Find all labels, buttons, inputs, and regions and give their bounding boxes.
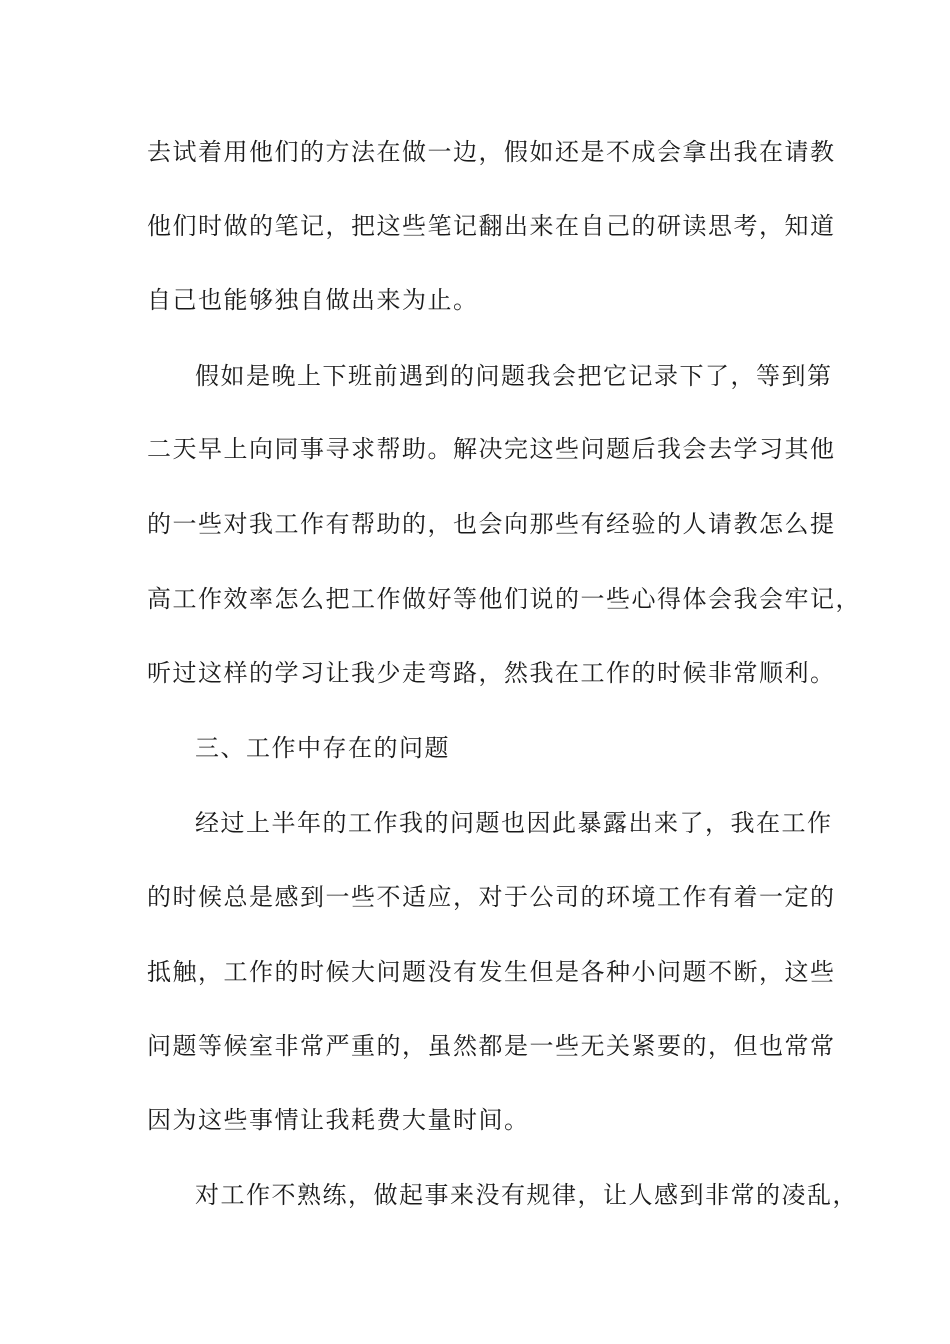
text-line: 高工作效率怎么把工作做好等他们说的一些心得体会我会牢记， bbox=[147, 585, 861, 613]
text-line: 的时候总是感到一些不适应，对于公司的环境工作有着一定的 bbox=[147, 883, 836, 911]
paragraph-first-line: 对工作不熟练，做起事来没有规律，让人感到非常的凌乱， bbox=[195, 1181, 858, 1209]
text-line: 他们时做的笔记，把这些笔记翻出来在自己的研读思考，知道 bbox=[147, 212, 836, 240]
text-line: 去试着用他们的方法在做一边，假如还是不成会拿出我在请教 bbox=[147, 138, 836, 166]
paragraph-first-line: 假如是晚上下班前遇到的问题我会把它记录下了，等到第 bbox=[195, 362, 833, 390]
text-line: 自己也能够独自做出来为止。 bbox=[147, 286, 479, 314]
text-line: 因为这些事情让我耗费大量时间。 bbox=[147, 1106, 530, 1134]
paragraph-first-line: 经过上半年的工作我的问题也因此暴露出来了，我在工作 bbox=[195, 809, 833, 837]
text-line: 的一些对我工作有帮助的，也会向那些有经验的人请教怎么提 bbox=[147, 510, 836, 538]
section-heading: 三、工作中存在的问题 bbox=[195, 734, 450, 762]
text-line: 抵触，工作的时候大问题没有发生但是各种小问题不断，这些 bbox=[147, 958, 836, 986]
text-line: 二天早上向同事寻求帮助。解决完这些问题后我会去学习其他 bbox=[147, 435, 836, 463]
text-line: 听过这样的学习让我少走弯路，然我在工作的时候非常顺利。 bbox=[147, 659, 836, 687]
text-line: 问题等候室非常严重的，虽然都是一些无关紧要的，但也常常 bbox=[147, 1032, 836, 1060]
